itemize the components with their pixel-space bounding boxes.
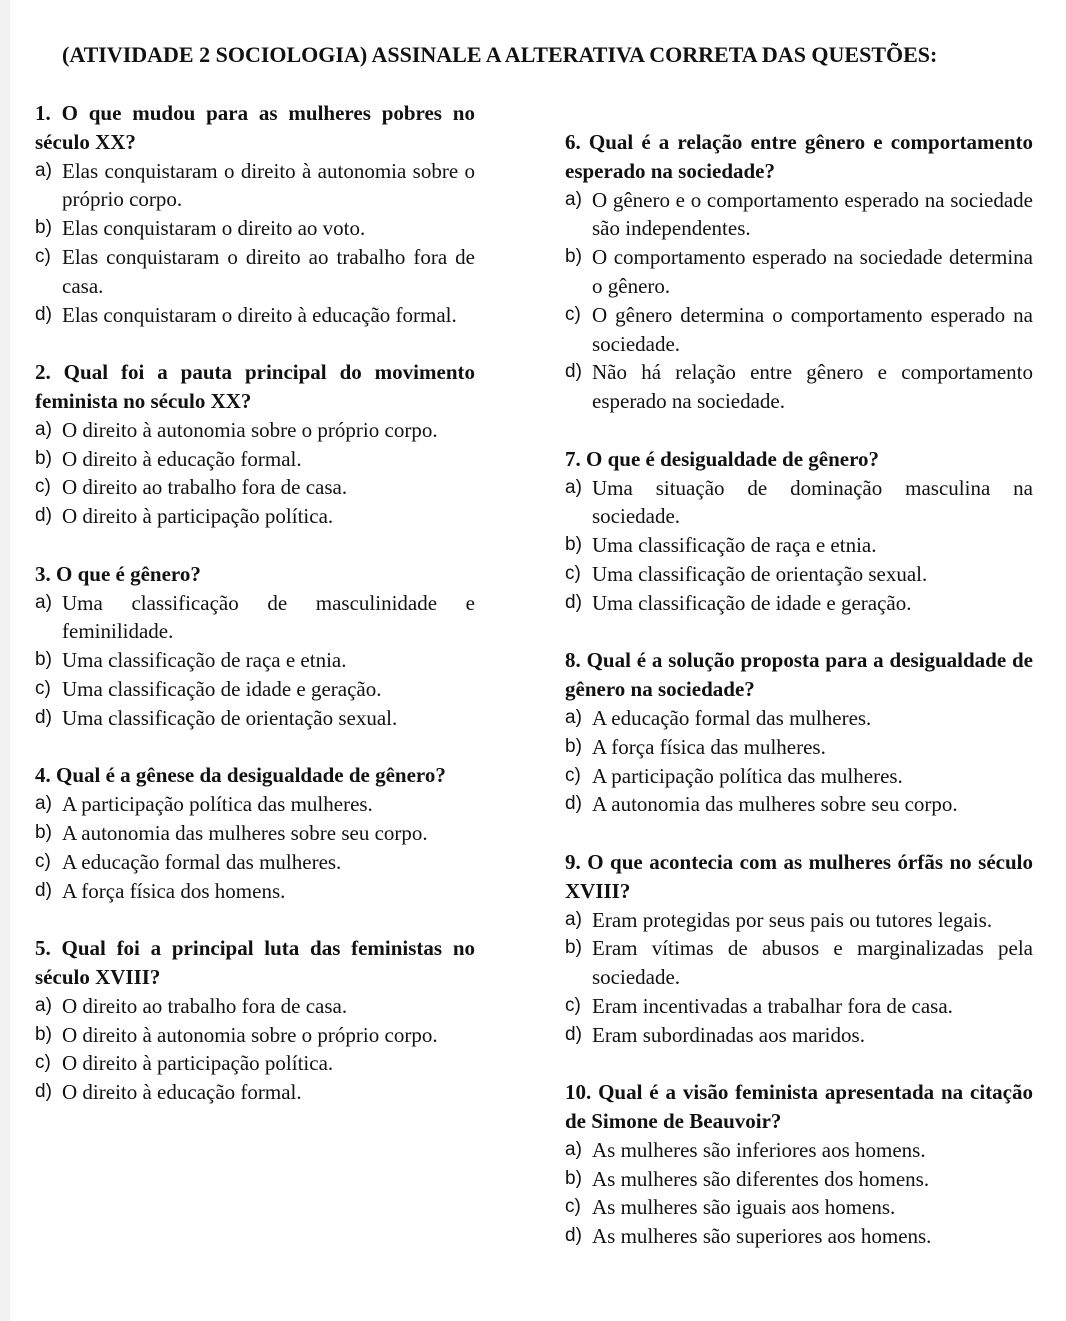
option-text: Eram subordinadas aos maridos. — [592, 1022, 865, 1047]
option-text: Elas conquistaram o direito ao trabalho fora de casa. — [62, 244, 475, 298]
question-title: 3. O que é gênero? — [35, 561, 201, 586]
answer-option — [35, 589, 475, 647]
option-letter: d) — [35, 879, 52, 901]
option-letter: c) — [35, 850, 51, 872]
option-letter: b) — [35, 447, 52, 469]
question-10 — [565, 1078, 1033, 1251]
answer-option — [35, 1021, 475, 1050]
answer-option — [35, 502, 475, 531]
answer-option — [35, 848, 475, 877]
left-column — [35, 99, 475, 1107]
answer-option — [35, 157, 475, 215]
option-letter: d) — [35, 303, 52, 325]
answer-option — [35, 992, 475, 1021]
option-letter: c) — [565, 303, 581, 325]
answer-option — [565, 762, 1033, 791]
option-text: A autonomia das mulheres sobre seu corpo. — [592, 792, 958, 817]
right-column — [565, 128, 1033, 1251]
option-text: Eram incentivadas a trabalhar fora de casa. — [592, 993, 953, 1018]
answer-option — [35, 301, 475, 330]
answer-option — [35, 243, 475, 301]
question-8 — [565, 646, 1033, 819]
option-text: O direito à autonomia sobre o próprio corpo. — [62, 1022, 438, 1047]
answer-option — [35, 646, 475, 675]
option-text: O direito à participação política. — [62, 1051, 334, 1076]
option-text: Uma classificação de raça e etnia. — [592, 533, 877, 558]
answer-option — [35, 1078, 475, 1107]
option-letter: b) — [35, 821, 52, 843]
option-text: Eram protegidas por seus pais ou tutores legais. — [592, 907, 993, 932]
option-letter: b) — [565, 246, 582, 268]
option-letter: b) — [565, 937, 582, 959]
option-letter: d) — [565, 361, 582, 383]
answer-option — [35, 445, 475, 474]
option-letter: a) — [35, 159, 52, 181]
option-text: A participação política das mulheres. — [592, 763, 903, 788]
answer-option — [565, 1165, 1033, 1194]
option-letter: b) — [35, 649, 52, 671]
option-text: O direito à autonomia sobre o próprio corpo. — [62, 417, 438, 442]
option-text: A educação formal das mulheres. — [592, 705, 872, 730]
answer-option — [565, 589, 1033, 618]
option-text: A força física dos homens. — [62, 878, 286, 903]
answer-option — [565, 1193, 1033, 1222]
option-letter: d) — [565, 591, 582, 613]
option-letter: c) — [565, 562, 581, 584]
option-letter: d) — [565, 1023, 582, 1045]
answer-option — [565, 186, 1033, 244]
option-letter: b) — [35, 1023, 52, 1045]
option-text: A participação política das mulheres. — [62, 792, 373, 817]
option-letter: c) — [35, 677, 51, 699]
option-text: O direito ao trabalho fora de casa. — [62, 475, 348, 500]
option-text: O direito à participação política. — [62, 504, 334, 529]
answer-option — [35, 790, 475, 819]
question-title: 4. Qual é a gênese da desigualdade de gênero? — [35, 763, 446, 788]
option-letter: d) — [35, 505, 52, 527]
answer-option — [35, 1049, 475, 1078]
answer-option — [565, 301, 1033, 359]
option-text: Elas conquistaram o direito ao voto. — [62, 216, 366, 241]
question-1 — [35, 99, 475, 329]
question-4 — [35, 761, 475, 905]
option-letter: a) — [565, 1138, 582, 1160]
option-text: O gênero e o comportamento esperado na sociedade são independentes. — [592, 187, 1033, 241]
option-text: A educação formal das mulheres. — [62, 849, 342, 874]
answer-option — [565, 733, 1033, 762]
option-letter: a) — [565, 188, 582, 210]
option-letter: c) — [35, 1052, 51, 1074]
question-5 — [35, 934, 475, 1107]
option-text: O direito ao trabalho fora de casa. — [62, 993, 348, 1018]
option-text: Uma situação de dominação masculina na sociedade. — [592, 475, 1033, 529]
option-text: Uma classificação de idade e geração. — [62, 676, 382, 701]
option-text: Elas conquistaram o direito à autonomia sobre o próprio corpo. — [62, 158, 475, 212]
question-2 — [35, 358, 475, 531]
option-letter: b) — [565, 534, 582, 556]
option-letter: a) — [35, 418, 52, 440]
option-text: Uma classificação de idade e geração. — [592, 590, 912, 615]
answer-option — [35, 877, 475, 906]
option-letter: d) — [565, 793, 582, 815]
option-letter: d) — [35, 706, 52, 728]
answer-option — [35, 214, 475, 243]
option-letter: c) — [35, 476, 51, 498]
option-text: Uma classificação de orientação sexual. — [62, 705, 398, 730]
option-text: O direito à educação formal. — [62, 1080, 302, 1105]
option-letter: a) — [35, 591, 52, 613]
question-3 — [35, 560, 475, 733]
answer-option — [565, 560, 1033, 589]
option-text: O direito à educação formal. — [62, 446, 302, 471]
question-6 — [565, 128, 1033, 416]
question-7 — [565, 445, 1033, 618]
worksheet-page — [10, 0, 1066, 1321]
option-letter: b) — [565, 1167, 582, 1189]
option-text: As mulheres são superiores aos homens. — [592, 1224, 932, 1249]
option-text: Uma classificação de masculinidade e feminilidade. — [62, 590, 475, 644]
answer-option — [35, 675, 475, 704]
answer-option — [565, 1021, 1033, 1050]
option-letter: a) — [565, 908, 582, 930]
option-letter: a) — [565, 706, 582, 728]
option-letter: d) — [35, 1081, 52, 1103]
answer-option — [565, 531, 1033, 560]
answer-option — [35, 704, 475, 733]
answer-option — [565, 243, 1033, 301]
option-text: As mulheres são iguais aos homens. — [592, 1195, 896, 1220]
option-text: Não há relação entre gênero e comportamento esperado na sociedade. — [592, 360, 1033, 414]
option-letter: b) — [565, 735, 582, 757]
answer-option — [565, 934, 1033, 992]
question-title: 10. Qual é a visão feminista apresentada na citação de Simone de Beauvoir? — [565, 1080, 1033, 1134]
question-title: 8. Qual é a solução proposta para a desigualdade de gênero na sociedade? — [565, 648, 1033, 702]
answer-option — [565, 992, 1033, 1021]
option-letter: b) — [35, 217, 52, 239]
option-letter: a) — [35, 793, 52, 815]
answer-option — [35, 473, 475, 502]
answer-option — [565, 790, 1033, 819]
answer-option — [565, 1136, 1033, 1165]
option-text: As mulheres são diferentes dos homens. — [592, 1166, 930, 1191]
option-letter: c) — [565, 764, 581, 786]
option-letter: c) — [565, 1196, 581, 1218]
option-text: Uma classificação de orientação sexual. — [592, 561, 928, 586]
answer-option — [565, 1222, 1033, 1251]
question-title: 9. O que acontecia com as mulheres órfãs no século XVIII? — [565, 849, 1033, 903]
option-text: As mulheres são inferiores aos homens. — [592, 1137, 926, 1162]
answer-option — [35, 416, 475, 445]
option-text: O comportamento esperado na sociedade determina o gênero. — [592, 245, 1033, 298]
answer-option — [565, 906, 1033, 935]
answer-option — [565, 704, 1033, 733]
answer-option — [35, 819, 475, 848]
option-letter: c) — [35, 245, 51, 267]
question-title: 5. Qual foi a principal luta das feministas no século XVIII? — [35, 936, 475, 989]
question-9 — [565, 848, 1033, 1050]
option-text: A autonomia das mulheres sobre seu corpo. — [62, 820, 428, 845]
question-title: 2. Qual foi a pauta principal do movimento feminista no século XX? — [35, 360, 475, 413]
option-letter: a) — [565, 476, 582, 498]
option-text: Eram vítimas de abusos e marginalizadas pela sociedade. — [592, 936, 1033, 990]
question-title: 1. O que mudou para as mulheres pobres no século XX? — [35, 101, 475, 154]
option-text: O gênero determina o comportamento esperado na sociedade. — [592, 302, 1033, 356]
option-text: Elas conquistaram o direito à educação formal. — [62, 302, 457, 327]
answer-option — [565, 358, 1033, 416]
answer-option — [565, 474, 1033, 532]
option-text: A força física das mulheres. — [592, 734, 826, 759]
option-text: Uma classificação de raça e etnia. — [62, 648, 347, 673]
option-letter: c) — [565, 994, 581, 1016]
question-title: 7. O que é desigualdade de gênero? — [565, 446, 880, 471]
question-title: 6. Qual é a relação entre gênero e comportamento esperado na sociedade? — [565, 130, 1033, 183]
option-letter: d) — [565, 1225, 582, 1247]
option-letter: a) — [35, 994, 52, 1016]
page-title: (ATIVIDADE 2 SOCIOLOGIA) ASSINALE A ALTERATIVA CORRETA DAS QUESTÕES: — [62, 42, 938, 67]
